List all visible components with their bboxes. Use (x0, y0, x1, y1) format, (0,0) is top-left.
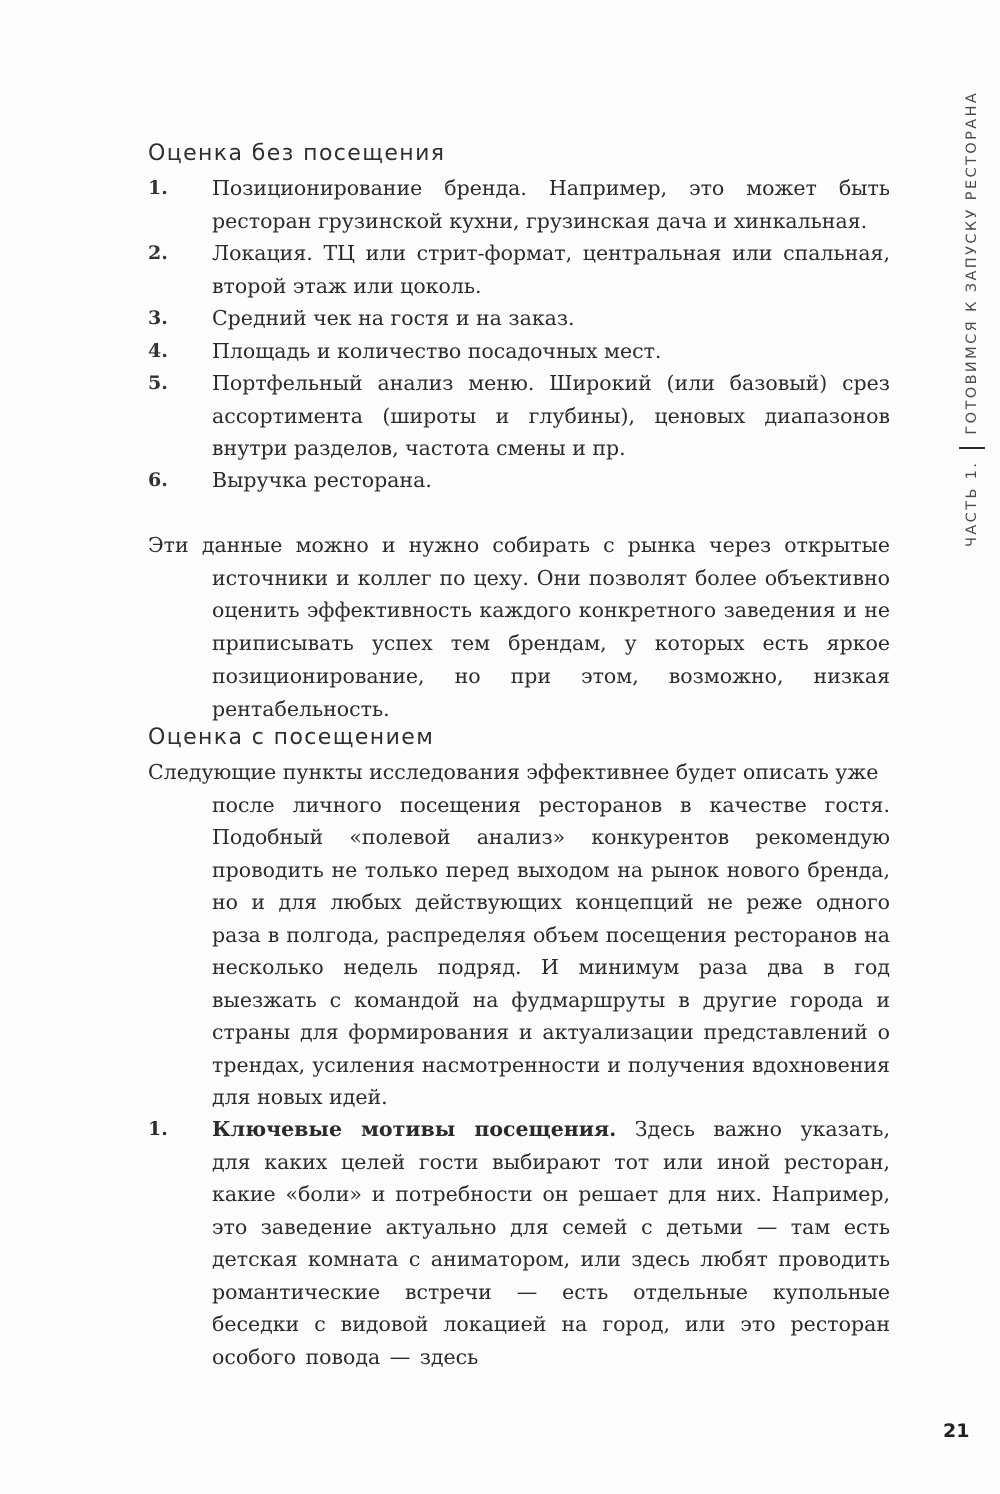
list-item-text: Локация. ТЦ или стрит-формат, центральная или спальная, второй этаж или цоколь. (212, 241, 890, 298)
list-item-number: 1. (148, 177, 168, 199)
list-item (148, 302, 890, 335)
list-item (148, 367, 890, 465)
list-item-text: Портфельный анализ меню. Широкий (или базовый) срез ассортимента (широты и глубины), ценовых диапазонов внутри разделов, частота смены и пр. (212, 371, 890, 460)
list-item-text: Выручка ресторана. (212, 468, 432, 492)
paragraph-data-sources: Эти данные можно и нужно собирать с рынка через открытые источники и коллег по цеху. Они позволят более объективно оценить эффективность каждого конкретного заведения и не приписывать успех тем брендам, у которых есть яркое позиционирование, но при этом, возможно, низкая рентабельность. (148, 533, 890, 721)
list-item (148, 464, 890, 497)
list-item (148, 237, 890, 302)
list-item-text: Средний чек на гостя и на заказ. (212, 306, 575, 330)
running-head-section: ГОТОВИМСЯ К ЗАПУСКУ РЕСТОРАНА (964, 90, 980, 435)
list-item-text: Позиционирование бренда. Например, это может быть ресторан грузинской кухни, грузинская дача и хинкальная. (212, 176, 890, 233)
list-item-key-motives (148, 1113, 890, 1373)
list-item-number: 1. (148, 1118, 168, 1140)
list-item-body: Здесь важно указать, для каких целей гости выбирают тот или иной ресторан, какие «боли» и потребности он решает для них. Например, это заведение актуально для семей с детьми — там есть детская комната с аниматором, или здесь любят проводить романтические встречи — есть отдельные купольные беседки с видовой локацией на город, или это ресторан особого повода — здесь (212, 1117, 890, 1369)
paragraph-first-line: Следующие пункты исследования эффективнее будет описать уже (148, 760, 879, 784)
list-item-number: 2. (148, 242, 168, 264)
list-item-number: 4. (148, 340, 168, 362)
list-item-bold-lead: Ключевые мотивы посещения. (212, 1117, 617, 1141)
list-item (148, 335, 890, 368)
list-item-text: Площадь и количество посадочных мест. (212, 339, 662, 363)
running-head-part: ЧАСТЬ 1. (964, 460, 980, 547)
section-heading-without-visit: Оценка без посещения (148, 141, 446, 166)
list-item-number: 3. (148, 307, 168, 329)
list-item-number: 6. (148, 469, 168, 491)
list-item-number: 5. (148, 372, 168, 394)
list-item (148, 172, 890, 237)
page-number: 21 (943, 1420, 970, 1442)
section-heading-with-visit: Оценка с посещением (148, 725, 435, 750)
running-head-separator (959, 447, 985, 449)
paragraph-field-analysis (148, 756, 890, 1114)
list-item-text (212, 1113, 890, 1373)
paragraph-continuation: после личного посещения ресторанов в качестве гостя. Подобный «полевой анализ» конкурентов рекомендую проводить не только перед выходом на рынок нового бренда, но и для любых действующих концепций не реже одного раза в полгода, распределяя объем посещения ресторанов на несколько недель подряд. И минимум раза два в год выезжать с командой на фудмаршруты в другие города и страны для формирования и актуализации представлений о трендах, усиления насмотренности и получения вдохновения для новых идей. (212, 792, 890, 1109)
running-head (959, 91, 985, 547)
